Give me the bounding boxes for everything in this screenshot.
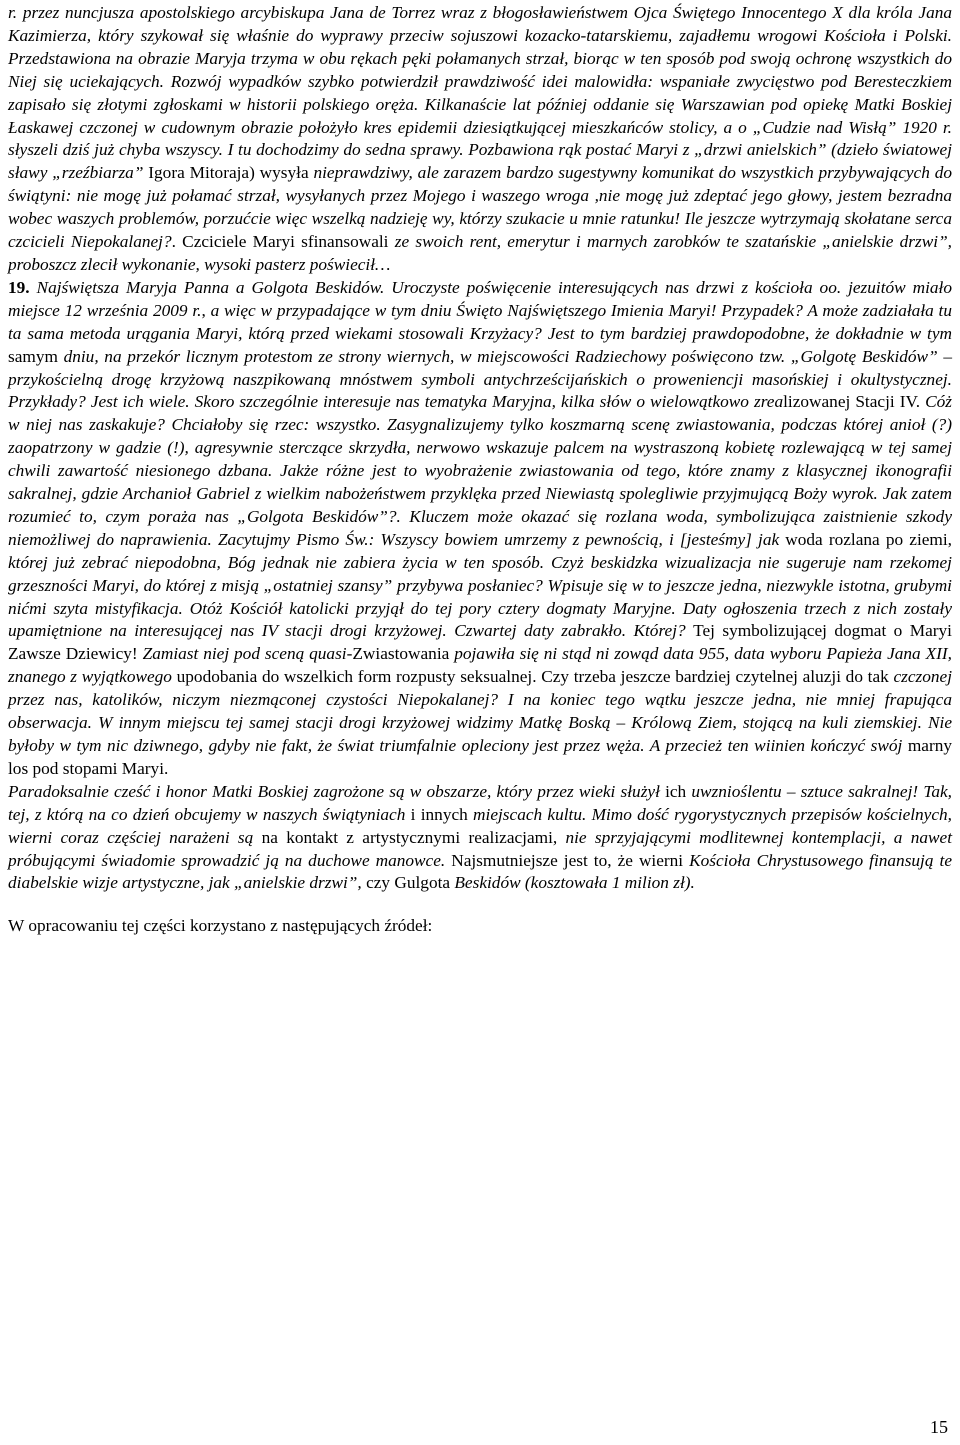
- text-run: 19.: [8, 277, 30, 297]
- text-run: marny los pod stopami Maryi.: [8, 736, 952, 778]
- text-run: czy Gulgota: [366, 873, 455, 893]
- text-run: Zwiastowania: [352, 644, 455, 664]
- text-run: r. przez nuncjusza apostolskiego arcybiskupa Jana de Torrez wraz z błogosławieństwem Ojca Świętego Innocentego X dla króla Jana Kazimierza, który szykował się właśnie do wyprawy przeciw sojuszowi kozacko-tatarskiemu, zajadłemu wrogowi Kościoła i Polski. Przedstawiona na obrazie Maryja trzyma w obu rękach pęki połamanych strzał, biorąc w ten sposób pod swoją ochronę wszystkich do Niej się uciekających. Rozwój wypadków szybko potwierdził prawdziwość idei malowidła: wspaniałe zwycięstwo pod Beresteczkiem zapisało się złotymi zgłoskami w historii polskiego oręża. Kilkanaście lat później oddanie się Warszawian pod opiekę Matki Boskiej Łaskawej czczonej w cudownym obrazie położyło kres epidemii dziesiątkującej mieszkańców stolicy, a o „Cudzie nad Wisłą” 1920 r. słyszeli dziś już chyba wszyscy. I tu dochodzimy do sedna sprawy. Pozbawiona rąk postać Maryi z „drzwi anielskich” (dzieło światowej sławy „rzeźbiarza”: [8, 3, 952, 183]
- paragraph: [8, 2, 952, 277]
- text-run: i innych: [410, 804, 474, 824]
- text-run: . Czciciele Maryi sfinansowali: [171, 232, 395, 252]
- text-run: Najświętsza Maryja Panna a Golgota Beskidów. Uroczyste poświęcenie interesujących nas drzwi z kościoła oo. jezuitów miało miejsce 12 września 2009 r.: [8, 277, 952, 320]
- text-run: ,: [201, 300, 211, 320]
- text-run: na kontakt z artystycznymi realizacjami,: [261, 827, 566, 847]
- text-run: Kościoła Chrystusowego finansują te diabelskie wizje artystyczne, jak „anielskie drzwi”,: [8, 850, 952, 893]
- text-run: nieprawdziwy, ale zarazem bardzo sugestywny komunikat do wszystkich przybywających do świątyni: nie mogę już połamać strzał, wysyłanych przez Mojego i waszego wroga ,nie mogę już zdeptać jego głowy, jestem bezradna wobec waszych problemów, porzućcie więc wszelką nadzieję wy, którzy szukacie u mnie ratunku! Ile jeszcze wytrzymają skołatane serca czcicieli Niepokalanej?: [8, 163, 952, 252]
- text-run: a więc w przypadające w tym dniu Święto Najświętszego Imienia Maryi! Przypadek? A może zadziałała tu ta sama metoda urągania Maryi, którą przed wiekami stosowali Krzyżacy? Jest to tym bardziej prawdopodobne, że dokładnie w tym: [8, 300, 952, 343]
- paragraph: [8, 277, 952, 781]
- text-run: nie sprzyjającymi modlitewnej kontemplacji, a nawet próbującymi świadomie sprowadzić ją na duchowe manowce.: [8, 827, 952, 870]
- text-run: woda rozlana po ziemi,: [785, 529, 952, 549]
- text-run: lizowanej Stacji IV.: [783, 392, 926, 412]
- text-run: miejscach kultu. Mimo dość rygorystycznych przepisów kościelnych, wierni coraz częściej narażeni są: [8, 804, 952, 847]
- text-run: Cóż w niej nas zaskakuje? Chciałoby się rzec: wszystko. Zasygnalizujemy tylko koszmarną scenę zwiastowania, podczas której anioł (?) zaopatrzony w gadzie (!), agresywnie sterczące skrzydła, nerwowo wskazuje palcem na wystraszoną kobietę rozlewającą w tej samej chwili zawartość niesionego dzbana. Jakże różne jest to wyobrażenie zwiastowania od tego, które znamy z klasycznej ikonografii sakralnej, gdzie Archanioł Gabriel z wielkim nabożeństwem przyklęka przed Niewiastą spolegliwie przyjmującą Boży wyrok. Jak zatem rozumieć to, czym poraża nas „Golgota Beskidów”?. Kluczem może okazać się rozlana woda, symbolizująca zaistnienie szkody niemożliwej do naprawienia. Zacytujmy Pismo Św.: Wszyscy bowiem umrzemy z pewnością, i [jesteśmy] jak: [8, 392, 952, 549]
- text-run: upodobania do wszelkich form rozpusty seksualnej. Czy trzeba jeszcze bardziej czytelnej aluzji do tak: [176, 667, 894, 687]
- text-run: ich: [665, 781, 692, 801]
- text-run: ze swoich rent, emerytur i marnych zarobków te szatańskie „anielskie drzwi”, proboszcz zlecił wykonanie, wysoki pasterz poświecił…: [8, 232, 953, 274]
- text-run: czczonej przez nas, katolików, niczym niezmąconej czystości Niepokalanej? I na koniec tego wątku jeszcze jedna, nie mniej frapująca obserwacja. W innym miejscu tej samej stacji drogi krzyżowej widzimy Matkę Boską – Królową Ziem, stojącą na kuli ziemskiej. Nie byłoby w tym nic dziwnego, gdyby nie fakt, że świat triumfalnie opleciony jest przez węża. A przecież ten wiinien kończyć swój: [8, 667, 953, 755]
- text-run: Igora Mitoraja) wysyła: [143, 163, 314, 183]
- text-run: dniu, na przekór licznym protestom ze strony wiernych, w miejscowości Radziechowy poświęcono tzw. „Golgotę Beskidów” – przykościelną drogę krzyżową naszpikowaną mnóstwem symboli antychrześcijańskich o proweniencji masońskiej i okultystycznej. Przykłady? Jest ich wiele. Skoro szczególnie interesuje nas tematyka Maryjna, kilka słów o wielowątkowo zrea: [8, 346, 952, 412]
- document-body: [8, 2, 952, 895]
- text-run: Tej symbolizującej dogmat o Maryi Zawsze Dziewicy!: [8, 621, 952, 664]
- text-run: Beskidów (kosztowała 1 milion zł).: [454, 873, 695, 893]
- sources-intro-line: W opracowaniu tej części korzystano z następujących źródeł:: [8, 916, 433, 936]
- text-run: samym: [8, 346, 64, 366]
- text-run: której już zebrać niepodobna, Bóg jednak nie zabiera życia w ten sposób. Czyż beskidzka wizualizacja nie sugeruje nam rzekomej grzeszności Maryi, do której z misją „ostatniej szansy” przybywa posłaniec? Wpisuje się w to jeszcze jedna, niezwykle istotna, grubymi nićmi szyta mistyfikacja. Otóż Kościół katolicki przyjął do tej pory cztery dogmaty Maryjne. Daty ogłoszenia trzech z nich zostały upamiętnione na interesującej nas IV stacji drogi krzyżowej. Czwartej daty zabrakło. Której?: [8, 552, 952, 641]
- text-run: pojawiła się ni stąd ni zowąd data 955, data wyboru Papieża Jana XII, znanego z wyjątkowego: [8, 644, 952, 687]
- paragraph-spacer: [8, 895, 952, 915]
- paragraph: [8, 781, 952, 896]
- text-run: Najsmutniejsze jest to, że wierni: [451, 850, 690, 870]
- text-run: uwznioślentu – sztuce sakralnej! Tak, tej, z którą na co dzień obcujemy w naszych świątyniach: [8, 781, 952, 824]
- text-run: Paradoksalnie cześć i honor Matki Boskiej zagrożone są w obszarze, który przez wieki służył: [8, 781, 666, 801]
- text-run: Zamiast niej pod sceną quasi-: [142, 644, 353, 664]
- page-number: 15: [930, 1417, 948, 1437]
